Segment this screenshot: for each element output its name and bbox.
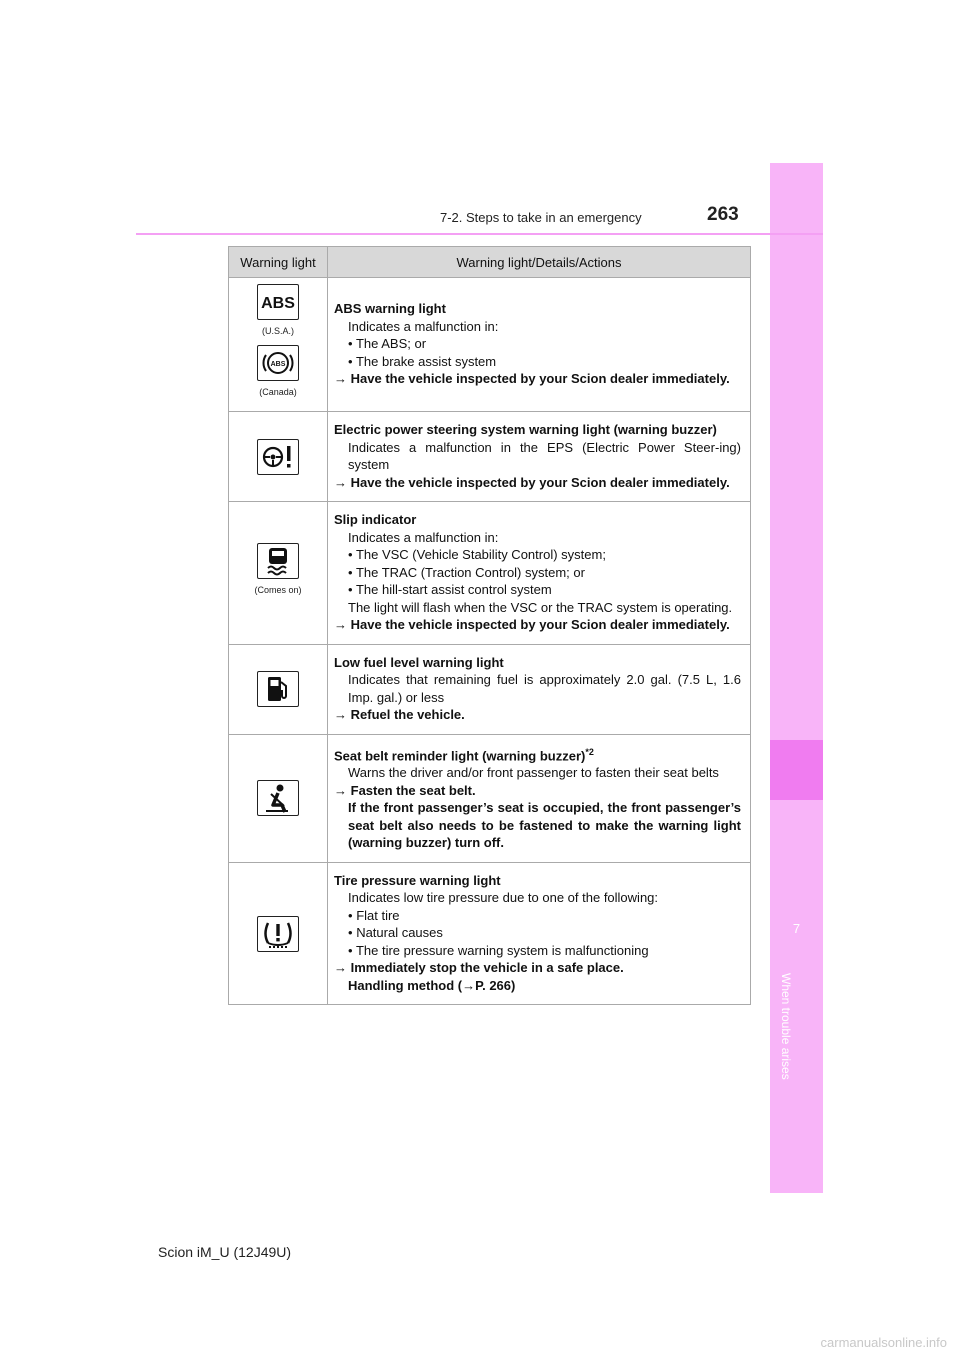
arrow-glyph: → xyxy=(334,960,347,976)
warning-intro: Indicates a malfunction in: xyxy=(348,318,499,334)
table-row xyxy=(229,734,751,862)
bullet-item: Flat tire xyxy=(356,907,400,923)
bullet-item: The TRAC (Traction Control) system; or xyxy=(355,564,585,580)
action-text: Have the vehicle inspected by your Scion dealer immediately. xyxy=(350,474,730,490)
bullet-item: Natural causes xyxy=(356,925,443,941)
warning-light-table xyxy=(228,246,751,1005)
warning-intro: Indicates low tire pressure due to one of the following: xyxy=(348,890,659,906)
action-text: Immediately stop the vehicle in a safe place. xyxy=(350,960,624,976)
extra-info: The light will flash when the VSC or the TRAC system is operating. xyxy=(348,599,733,615)
chapter-tab xyxy=(770,740,823,800)
bullet-glyph: • xyxy=(348,353,353,369)
details-cell xyxy=(328,502,751,645)
chapter-number: 7 xyxy=(792,921,801,936)
bullet-item: The tire pressure warning system is malfunctioning xyxy=(355,942,649,958)
warning-title: Tire pressure warning light xyxy=(334,872,501,888)
slip-indicator-icon xyxy=(257,543,299,579)
steering-warning-icon xyxy=(257,439,299,475)
warning-title: Seat belt reminder light (warning buzzer) xyxy=(334,747,586,763)
arrow-glyph: → xyxy=(334,371,347,387)
abs-canada-icon xyxy=(257,345,299,381)
arrow-glyph: → xyxy=(334,617,347,632)
details-cell xyxy=(328,644,751,734)
fuel-pump-icon xyxy=(257,671,299,707)
warning-intro: Warns the driver and/or front passenger to fasten their seat belts xyxy=(348,765,719,781)
details-cell xyxy=(328,862,751,1005)
arrow-glyph: → xyxy=(334,782,347,798)
abs-usa-icon xyxy=(257,284,299,320)
icon-cell xyxy=(229,278,328,412)
warning-intro: Indicates that remaining fuel is approximately 2.0 gal. (7.5 L, 1.6 Imp. gal.) or less xyxy=(348,672,741,705)
warning-intro: Indicates a malfunction in the EPS (Electric Power Steer-ing) system xyxy=(348,439,741,472)
action-text: Fasten the seat belt. xyxy=(350,782,476,798)
bullet-glyph: • xyxy=(348,925,353,941)
icon-cell xyxy=(229,862,328,1005)
icon-cell xyxy=(229,734,328,862)
bullet-glyph: • xyxy=(348,564,353,580)
warning-title: Slip indicator xyxy=(334,512,417,527)
warning-title: ABS warning light xyxy=(334,301,446,317)
arrow-glyph: → xyxy=(334,474,347,490)
bullet-glyph: • xyxy=(348,547,353,562)
column-header-warning-light: Warning light xyxy=(229,247,328,278)
page-number: 263 xyxy=(707,204,739,225)
bullet-glyph: • xyxy=(348,907,353,923)
table-header-row xyxy=(229,247,751,278)
header-rule xyxy=(136,233,823,235)
table-row xyxy=(229,278,751,412)
arrow-glyph: → xyxy=(334,707,347,722)
action-text: Have the vehicle inspected by your Scion dealer immediately. xyxy=(350,617,730,632)
action-note: If the front passenger’s seat is occupied, the front passenger’s seat belt also needs to be fastened to make the warning light (warning buzzer) turn off. xyxy=(348,800,741,851)
icon-cell xyxy=(229,502,328,645)
chapter-sidebar xyxy=(770,163,823,1193)
bullet-item: The ABS; or xyxy=(355,336,427,352)
watermark: carmanualsonline.info xyxy=(820,1335,947,1350)
status-note: (Comes on) xyxy=(254,584,302,595)
icon-cell xyxy=(229,644,328,734)
region-note: (Canada) xyxy=(259,386,297,397)
table-row xyxy=(229,502,751,645)
warning-title: Electric power steering system warning light (warning buzzer) xyxy=(334,422,717,437)
table-row xyxy=(229,862,751,1005)
section-title: 7-2. Steps to take in an emergency xyxy=(440,210,642,225)
bullet-item: The VSC (Vehicle Stability Control) system; xyxy=(355,547,606,562)
abs-canada-icon-label: ABS xyxy=(270,360,286,368)
region-note: (U.S.A.) xyxy=(261,326,294,336)
footnote-marker: *2 xyxy=(585,746,594,757)
abs-usa-icon-label: ABS xyxy=(261,295,295,312)
warning-title: Low fuel level warning light xyxy=(334,654,504,670)
column-header-details: Warning light/Details/Actions xyxy=(328,247,751,278)
table-row xyxy=(229,644,751,734)
action-note: Handling method (→P. 266) xyxy=(348,977,516,993)
bullet-glyph: • xyxy=(348,336,353,352)
table-row xyxy=(229,412,751,502)
bullet-item: The brake assist system xyxy=(355,353,497,369)
footer-model: Scion iM_U (12J49U) xyxy=(158,1244,292,1260)
chapter-title: When trouble arises xyxy=(779,973,793,1080)
icon-cell xyxy=(229,412,328,502)
tire-pressure-icon xyxy=(257,916,299,952)
bullet-glyph: • xyxy=(348,942,353,958)
action-text: Refuel the vehicle. xyxy=(350,707,465,722)
details-cell xyxy=(328,278,751,412)
details-cell xyxy=(328,412,751,502)
bullet-glyph: • xyxy=(348,582,353,597)
warning-intro: Indicates a malfunction in: xyxy=(348,529,499,545)
seat-belt-icon xyxy=(257,780,299,816)
details-cell xyxy=(328,734,751,862)
action-text: Have the vehicle inspected by your Scion dealer immediately. xyxy=(350,371,730,387)
bullet-item: The hill-start assist control system xyxy=(355,582,552,597)
